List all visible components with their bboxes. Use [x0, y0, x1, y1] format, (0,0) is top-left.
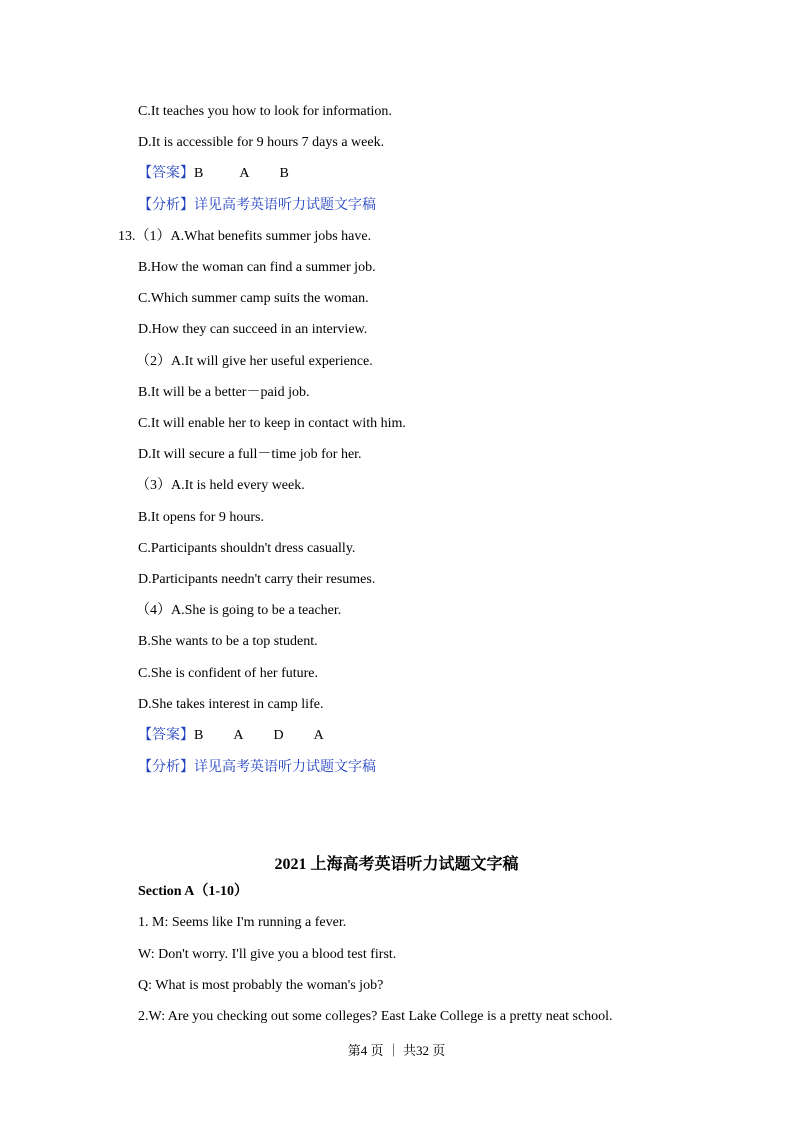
option-line: B.She wants to be a top student. — [138, 634, 318, 649]
option-line: D.It is accessible for 9 hours 7 days a week. — [138, 135, 385, 150]
transcript-line: Q: What is most probably the woman's job? — [138, 978, 384, 993]
answer-label: 【答案】 — [138, 166, 194, 181]
answer-value: B — [279, 166, 289, 181]
option-line: B.It will be a better－paid job. — [138, 385, 310, 400]
analysis-line: 【分析】详见高考英语听力试题文字稿 — [138, 760, 376, 775]
option-line: D.How they can succeed in an interview. — [138, 322, 368, 337]
option-line: C.It teaches you how to look for information. — [138, 104, 392, 119]
transcript-line: 2.W: Are you checking out some colleges? East Lake College is a pretty neat school. — [138, 1009, 613, 1024]
option-line: C.It will enable her to keep in contact with him. — [138, 416, 406, 431]
answer-value: B — [194, 728, 204, 743]
section-heading: Section A（1-10） — [138, 884, 249, 899]
question-13-line: 13.（1）A.What benefits summer jobs have. — [118, 229, 372, 244]
answer-line — [138, 727, 324, 745]
transcript-title: 2021 上海高考英语听力试题文字稿 — [274, 856, 519, 873]
option-line: （3）A.It is held every week. — [136, 478, 305, 493]
option-line: （2）A.It will give her useful experience. — [136, 354, 373, 369]
option-line: D.She takes interest in camp life. — [138, 697, 324, 712]
answer-value: A — [239, 166, 250, 181]
answer-label: 【答案】 — [138, 728, 194, 743]
option-line: B.It opens for 9 hours. — [138, 510, 264, 525]
answer-value: A — [313, 728, 324, 743]
option-line: C.She is confident of her future. — [138, 666, 319, 681]
analysis-line: 【分析】详见高考英语听力试题文字稿 — [138, 198, 376, 213]
option-line: D.It will secure a full－time job for her. — [138, 447, 362, 462]
answer-value: D — [273, 728, 284, 743]
answer-value: B — [194, 166, 204, 181]
option-line: B.How the woman can find a summer job. — [138, 260, 376, 275]
page-footer: 第4 页 ｜ 共32 页 — [347, 1043, 446, 1058]
option-line: C.Participants shouldn't dress casually. — [138, 541, 356, 556]
option-line: （4）A.She is going to be a teacher. — [136, 603, 342, 618]
transcript-line: 1. M: Seems like I'm running a fever. — [138, 915, 347, 930]
option-line: D.Participants needn't carry their resumes. — [138, 572, 376, 587]
answer-line — [138, 165, 289, 183]
option-line: C.Which summer camp suits the woman. — [138, 291, 369, 306]
answer-value: A — [233, 728, 244, 743]
transcript-line: W: Don't worry. I'll give you a blood test first. — [138, 947, 397, 962]
